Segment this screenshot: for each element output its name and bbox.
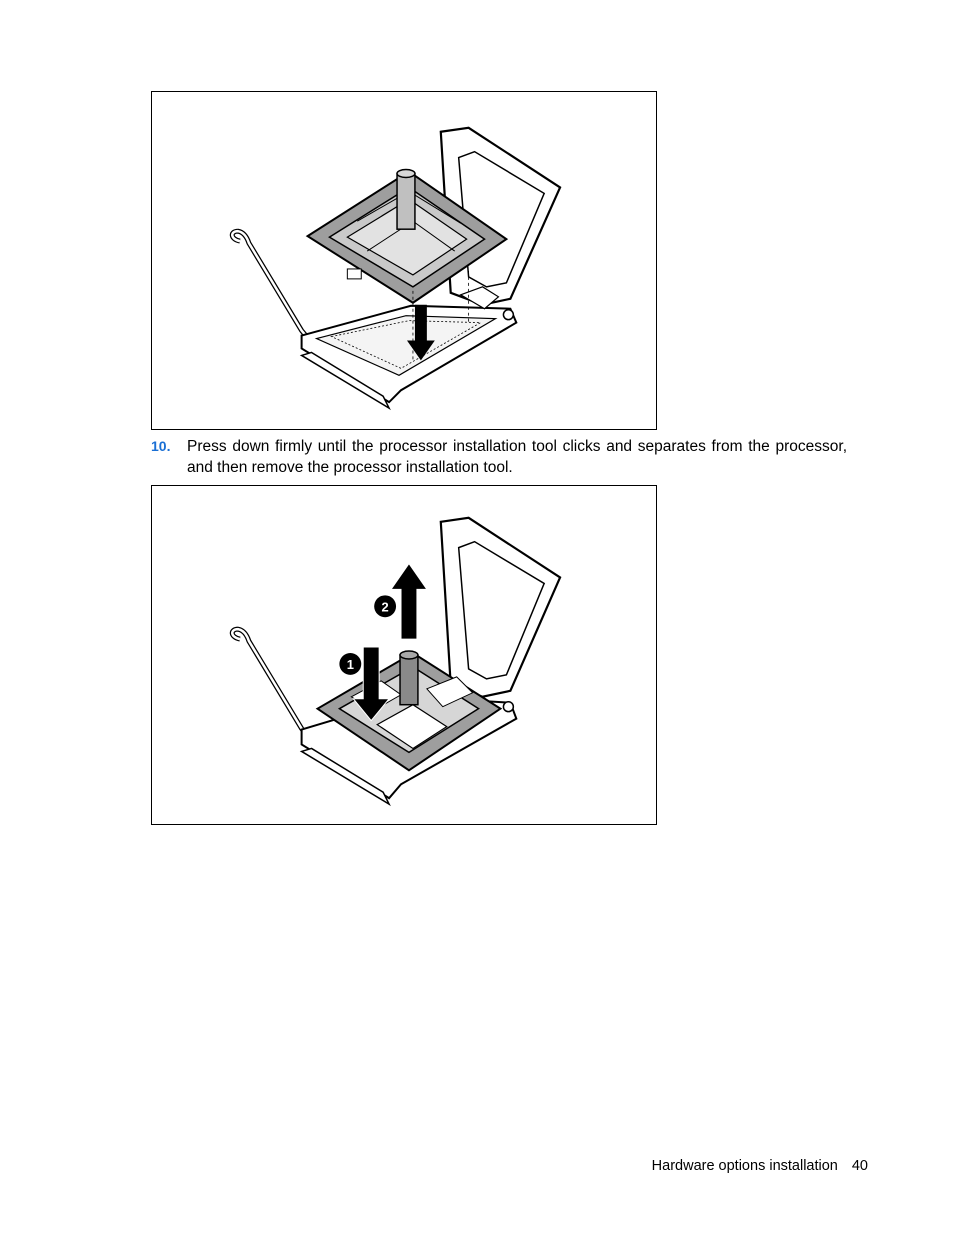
illustration-processor-insert xyxy=(151,91,657,430)
page-number: 40 xyxy=(851,1158,868,1174)
step-instruction: Press down firmly until the processor installation tool clicks and separates from the processor, and then remove the processor installation tool. xyxy=(187,438,847,476)
illustration-tool-removal xyxy=(151,485,657,825)
step-number: 10. xyxy=(151,438,171,454)
up-arrow xyxy=(391,564,427,640)
callout-2-label: 2 xyxy=(381,599,389,615)
installation-tool xyxy=(397,174,415,230)
footer-section: Hardware options installation xyxy=(651,1158,838,1174)
callout-1-label: 1 xyxy=(346,656,354,672)
installation-tool xyxy=(400,655,418,705)
page-footer xyxy=(652,1158,868,1174)
